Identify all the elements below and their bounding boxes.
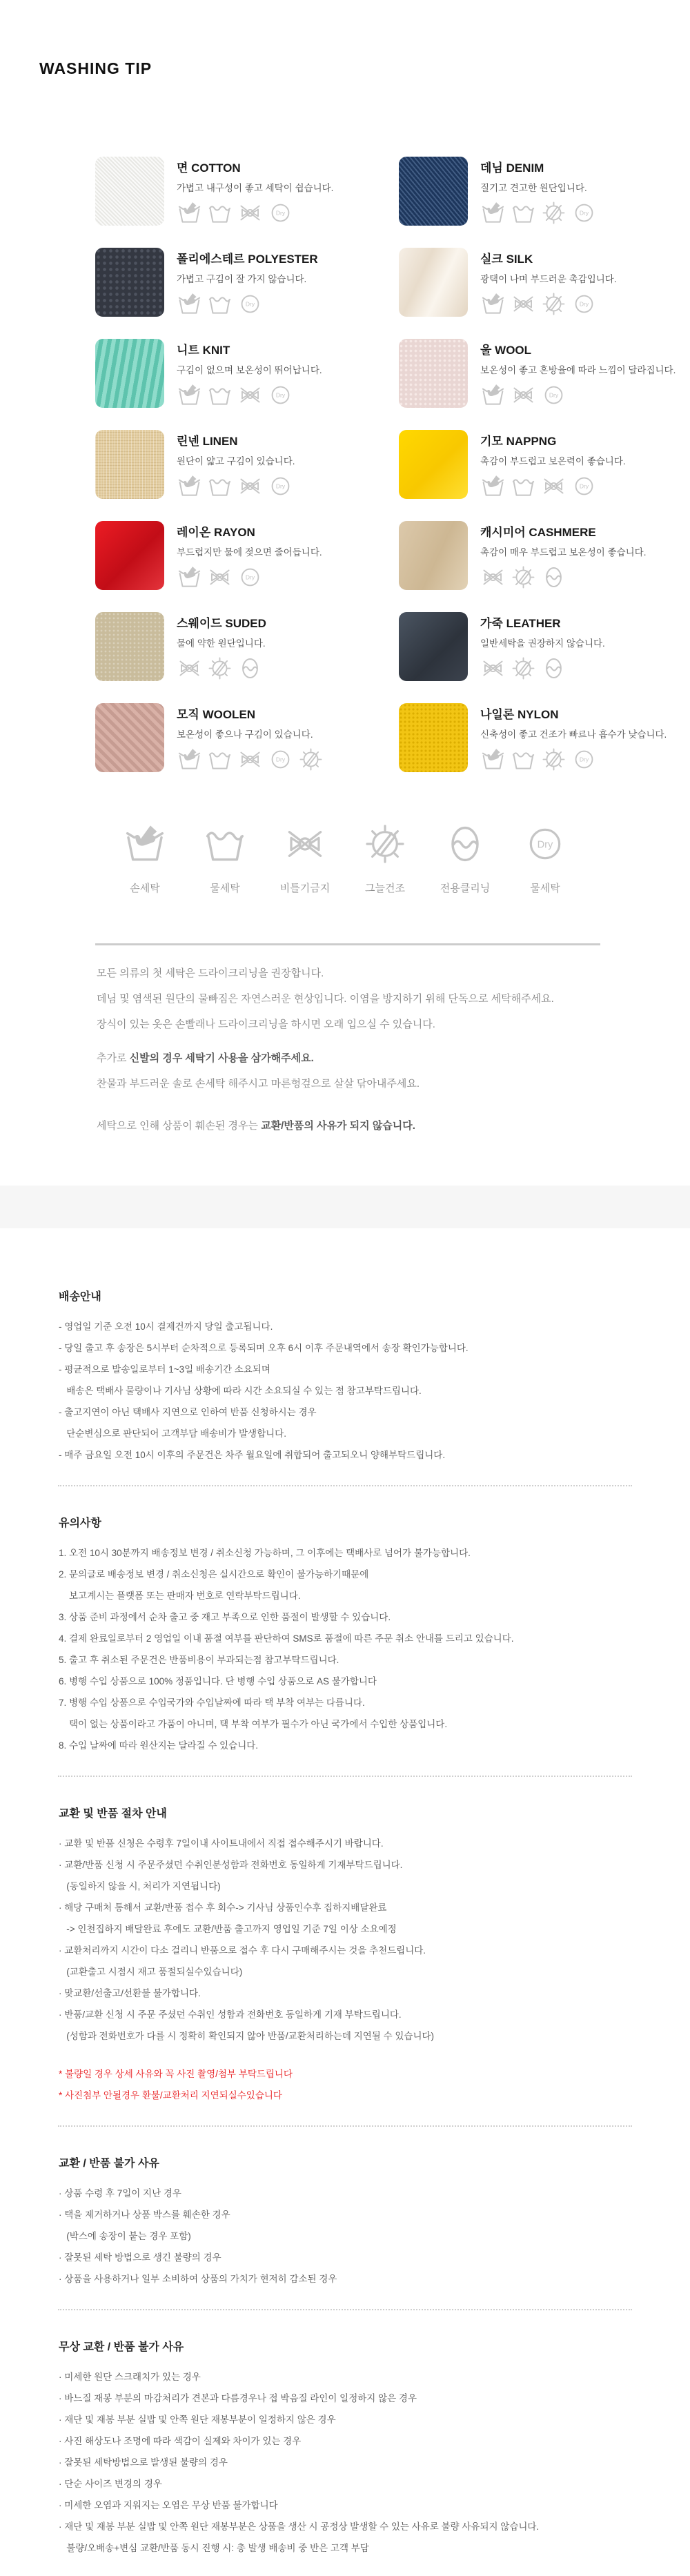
tip-text: 세탁으로 인해 상품이 훼손된 경우는 <box>97 1120 262 1132</box>
fabric-card <box>95 521 399 590</box>
hand-wash-icon <box>480 200 506 226</box>
no-wring-icon <box>237 473 263 499</box>
legend-item <box>522 822 569 895</box>
list-item: (박스에 송장이 붙는 경우 포함) <box>59 2231 191 2241</box>
fabric-name: 울 WOOL <box>480 344 532 357</box>
fabric-name: 기모 NAPPNG <box>480 435 557 448</box>
fabric-info <box>177 703 324 772</box>
fabric-info <box>480 521 646 590</box>
no-wring-icon <box>237 200 263 226</box>
care-icon-row <box>177 382 322 408</box>
fabric-info <box>480 157 597 226</box>
fabric-name: 린넨 LINEN <box>177 435 238 448</box>
list-item: (성함과 전화번호가 다를 시 정확히 확인되지 않아 반품/교환처리하는데 지연될 수 있습니다) <box>59 2031 435 2041</box>
legend-item <box>121 822 168 895</box>
fabric-description: 일반세탁을 권장하지 않습니다. <box>480 638 605 649</box>
fabric-description: 보온성이 좋으나 구김이 있습니다. <box>177 729 313 740</box>
hand-wash-icon <box>480 473 506 499</box>
fabric-description: 구김이 없으며 보온성이 뛰어납니다. <box>177 365 322 375</box>
list-item: · 맞교환/선출고/선환불 불가합니다. <box>59 1988 201 1998</box>
list-item: 6. 병행 수입 상품으로 100% 정품입니다. 단 병행 수입 상품으로 AS 불가합니다 <box>59 1676 377 1687</box>
fabric-info <box>177 612 266 681</box>
tip-line: 찬물과 부드러운 솔로 손세탁 해주시고 마른헝겊으로 살살 닦아내주세요. <box>97 1078 420 1090</box>
legend-icon <box>443 822 487 869</box>
list-item: · 재단 및 재봉 부분 실밥 및 안쪽 원단 재봉부분이 일정하지 않은 경우 <box>59 2415 336 2425</box>
warning-item: * 사진첨부 안될경우 환불/교환처리 지연되실수있습니다 <box>59 2090 282 2101</box>
shade-dry-icon <box>207 656 233 681</box>
machine-wash-icon <box>203 822 247 866</box>
hand-wash-icon <box>480 291 506 317</box>
fabric-name: 면 COTTON <box>177 161 241 175</box>
fabric-description: 가볍고 내구성이 좋고 세탁이 쉽습니다. <box>177 183 334 193</box>
fabric-card <box>399 521 690 590</box>
dry-icon <box>268 747 293 772</box>
care-icon-row <box>177 291 318 317</box>
fabric-card <box>399 339 690 408</box>
fabric-card <box>95 612 399 681</box>
section-list <box>59 1316 690 1466</box>
machine-wash-icon <box>511 747 536 772</box>
fabric-info <box>480 248 617 317</box>
dry-icon <box>571 291 597 317</box>
machine-wash-icon <box>207 200 233 226</box>
warning-item: * 불량일 경우 상세 사유와 꼭 사진 촬영/첨부 부탁드립니다 <box>59 2069 293 2079</box>
care-symbol-legend <box>0 822 690 895</box>
tip-text-bold: 교환/반품의 사유가 되지 않습니다. <box>261 1120 415 1132</box>
section-title: 교환 및 반품 절차 안내 <box>59 1808 167 1820</box>
fabric-description: 가볍고 구김이 잘 가지 않습니다. <box>177 274 307 284</box>
list-item: · 바느질 재봉 부분의 마감처리가 견본과 다름경우나 접 박음질 라인이 일정하지 않은 경우 <box>59 2393 417 2403</box>
legend-item <box>362 822 408 895</box>
care-icon-row <box>480 291 617 317</box>
tip-line: 모든 의류의 첫 세탁은 드라이크리닝을 권장합니다. <box>97 967 324 979</box>
tip-line: 장식이 있는 옷은 손빨래나 드라이크리닝을 하시면 오래 입으실 수 있습니다. <box>97 1019 435 1030</box>
shade-dry-icon <box>298 747 324 772</box>
fabric-name: 모직 WOOLEN <box>177 708 256 721</box>
list-item: · 미세한 오염과 지워지는 오염은 무상 반품 불가합니다 <box>59 2500 278 2510</box>
list-item: - 당일 출고 후 송장은 5시부터 순차적으로 등록되며 오후 6시 이후 주문내역에서 송장 확인가능합니다. <box>59 1343 469 1353</box>
fabric-info <box>480 430 626 499</box>
fabric-info <box>177 521 322 590</box>
care-icon-row <box>177 473 295 499</box>
legend-label: 전용클리닝 <box>440 883 491 894</box>
list-item: · 상품 수령 후 7일이 지난 경우 <box>59 2188 181 2199</box>
machine-wash-icon <box>207 747 233 772</box>
fabric-swatch-image <box>95 612 164 681</box>
care-icon-row <box>480 564 646 590</box>
dry-icon <box>523 822 567 866</box>
legend-item <box>442 822 489 895</box>
legend-label: 손세탁 <box>130 883 160 894</box>
section-exchange-process <box>59 1805 690 2106</box>
section-list <box>59 1833 690 2047</box>
section-shipping <box>59 1288 690 1466</box>
no-wring-icon <box>177 656 202 681</box>
list-item: · 택을 제거하거나 상품 박스를 훼손한 경우 <box>59 2210 230 2220</box>
fabric-swatch-image <box>399 703 468 772</box>
dotted-divider <box>58 2125 632 2127</box>
list-item: - 평균적으로 발송일로부터 1~3일 배송기간 소요되며 <box>59 1364 270 1375</box>
fabric-card <box>399 248 690 317</box>
fabric-description: 촉감이 매우 부드럽고 보온성이 좋습니다. <box>480 547 647 558</box>
list-item: (동일하지 않을 시, 처리가 지연됩니다) <box>59 1881 221 1891</box>
fabric-name: 가죽 LEATHER <box>480 617 561 630</box>
section-list <box>59 1542 690 1756</box>
tip-text-bold: 신발의 경우 세탁기 사용을 삼가해주세요. <box>129 1052 314 1064</box>
shade-dry-icon <box>511 656 536 681</box>
shade-dry-icon <box>541 747 566 772</box>
fabric-card <box>95 703 399 772</box>
list-item: 보고계시는 플랫폼 또는 판매자 번호로 연락부탁드립니다. <box>59 1591 301 1601</box>
list-item: 7. 병행 수입 상품으로 수입국가와 수입날짜에 따라 택 부착 여부는 다릅니다. <box>59 1698 365 1708</box>
fabric-description: 원단이 얇고 구김이 있습니다. <box>177 456 295 466</box>
hand-wash-icon <box>177 473 202 499</box>
special-cleaning-icon <box>541 656 566 681</box>
list-item: 8. 수입 날짜에 따라 원산지는 달라질 수 있습니다. <box>59 1740 259 1751</box>
section-divider-line <box>95 943 600 945</box>
fabric-name: 캐시미어 CASHMERE <box>480 526 596 539</box>
fabric-card <box>399 612 690 681</box>
legend-label: 비틀기금지 <box>279 883 331 894</box>
legend-item <box>279 822 331 895</box>
care-icon-row <box>177 200 333 226</box>
list-item: 불량/오배송+변심 교환/반품 동시 진행 시: 총 발생 배송비 중 반은 고객 부담 <box>59 2543 369 2553</box>
care-icon-row <box>480 200 597 226</box>
list-item: · 교환 및 반품 신청은 수령후 7일이내 사이트내에서 직접 접수해주시기 바랍니다. <box>59 1838 384 1849</box>
fabric-description: 보온성이 좋고 혼방율에 따라 느낌이 달라집니다. <box>480 365 676 375</box>
list-item: - 매주 금요일 오전 10시 이후의 주문건은 차주 월요일에 취합되어 출고되오니 양해부탁드립니다. <box>59 1450 446 1460</box>
dry-icon <box>237 564 263 590</box>
special-cleaning-icon <box>541 564 566 590</box>
fabric-card <box>95 248 399 317</box>
page-title: WASHING TIP <box>39 59 152 77</box>
section-title: 배송안내 <box>59 1291 101 1303</box>
list-item: 4. 결제 완료일로부터 2 영업일 이내 품절 여부를 판단하여 SMS로 품절에 따른 주문 취소 안내를 드리고 있습니다. <box>59 1633 514 1644</box>
fabric-name: 레이온 RAYON <box>177 526 255 539</box>
no-wring-icon <box>480 656 506 681</box>
fabric-description: 질기고 견고한 원단입니다. <box>480 183 587 193</box>
list-item: 택이 없는 상품이라고 가품이 아니며, 택 부착 여부가 필수가 아닌 국가에서 수입한 상품입니다. <box>59 1719 448 1729</box>
fabric-description: 물에 약한 원단입니다. <box>177 638 266 649</box>
dry-icon <box>268 473 293 499</box>
fabric-name: 스웨이드 SUDED <box>177 617 266 630</box>
legend-icon <box>123 822 167 869</box>
list-item: 1. 오전 10시 30분까지 배송정보 변경 / 취소신청 가능하며, 그 이후에는 택배사로 넘어가 불가능합니다. <box>59 1548 471 1558</box>
hand-wash-icon <box>177 564 202 590</box>
care-icon-row <box>480 656 605 681</box>
fabric-swatch-image <box>95 157 164 226</box>
tip-line: 데님 및 염색된 원단의 물빠짐은 자연스러운 현상입니다. 이염을 방지하기 위해 단독으로 세탁해주세요. <box>97 993 554 1005</box>
care-icon-row <box>177 747 324 772</box>
machine-wash-icon <box>207 291 233 317</box>
care-icon-row <box>480 473 626 499</box>
dry-icon <box>571 473 597 499</box>
fabric-name: 실크 SILK <box>480 253 533 266</box>
dry-icon <box>237 291 263 317</box>
care-tips-text <box>97 961 690 1139</box>
hand-wash-icon <box>177 291 202 317</box>
dry-icon <box>571 200 597 226</box>
fabric-name: 폴리에스테르 POLYESTER <box>177 253 318 266</box>
fabric-card <box>95 339 399 408</box>
section-title: 유의사항 <box>59 1517 101 1529</box>
no-wring-icon <box>480 564 506 590</box>
hand-wash-icon <box>480 382 506 408</box>
dry-icon <box>268 200 293 226</box>
fabric-swatch-image <box>95 703 164 772</box>
fabric-description: 부드럽지만 물에 젖으면 줄어듭니다. <box>177 547 322 558</box>
list-item: · 잘못된 세탁방법으로 발생된 불량의 경우 <box>59 2457 228 2468</box>
fabric-card <box>95 157 399 226</box>
machine-wash-icon <box>207 473 233 499</box>
shade-dry-icon <box>541 291 566 317</box>
legend-icon <box>283 822 327 869</box>
no-wring-icon <box>283 822 327 866</box>
shade-dry-icon <box>511 564 536 590</box>
hand-wash-icon <box>177 747 202 772</box>
special-cleaning-icon <box>443 822 487 866</box>
section-title: 교환 / 반품 불가 사유 <box>59 2158 159 2170</box>
fabric-swatch-image <box>95 430 164 499</box>
no-wring-icon <box>511 382 536 408</box>
list-item: · 단순 사이즈 변경의 경우 <box>59 2479 162 2489</box>
fabric-name: 니트 KNIT <box>177 344 230 357</box>
fabric-description: 신축성이 좋고 건조가 빠르나 흡수가 낮습니다. <box>480 729 667 740</box>
list-item: - 영업일 기준 오전 10시 결제건까지 당일 출고됩니다. <box>59 1321 273 1332</box>
list-item: · 잘못된 세탁 방법으로 생긴 불량의 경우 <box>59 2252 221 2263</box>
fabric-info <box>480 339 676 408</box>
list-item: 5. 출고 후 취소된 주문건은 반품비용이 부과되는점 참고부탁드립니다. <box>59 1655 339 1665</box>
fabric-name: 데님 DENIM <box>480 161 544 175</box>
list-item: · 사진 해상도나 조명에 따라 색감이 실제와 차이가 있는 경우 <box>59 2436 302 2446</box>
legend-label: 그늘건조 <box>365 883 405 894</box>
fabric-info <box>177 339 322 408</box>
care-icon-row <box>177 656 266 681</box>
care-icon-row <box>480 382 676 408</box>
fabric-info <box>177 430 295 499</box>
list-item: · 교환/반품 신청 시 주문주셨던 수취인분성함과 전화번호 동일하게 기재부탁드립니다. <box>59 1860 403 1870</box>
list-item: · 교환처리까지 시간이 다소 걸리니 반품으로 접수 후 다시 구매해주시는 것을 추천드립니다. <box>59 1945 426 1956</box>
fabric-swatch-image <box>399 157 468 226</box>
fabric-info <box>177 248 318 317</box>
list-item: · 재단 및 재봉 부분 실밥 및 안쪽 원단 재봉부분은 상품을 생산 시 공정상 발생할 수 있는 사유로 불량 사유되지 않습니다. <box>59 2521 540 2532</box>
policy-sections <box>0 1228 690 2559</box>
fabric-info <box>480 703 667 772</box>
care-icon-row <box>480 747 667 772</box>
no-wring-icon <box>207 564 233 590</box>
list-item: · 반품/교환 신청 시 주문 주셨던 수취인 성함과 전화번호 동일하게 기재 부탁드립니다. <box>59 2009 402 2020</box>
tip-line-shoes <box>97 1045 690 1071</box>
section-notice <box>59 1514 690 1756</box>
hand-wash-icon <box>177 382 202 408</box>
list-item: (교환출고 시점시 재고 품절되실수있습니다) <box>59 1967 243 1977</box>
fabric-name: 나일론 NYLON <box>480 708 559 721</box>
fabric-card <box>95 430 399 499</box>
fabric-card <box>399 703 690 772</box>
section-list <box>59 2183 690 2290</box>
care-icon-row <box>177 564 322 590</box>
section-title: 무상 교환 / 반품 불가 사유 <box>59 2341 184 2353</box>
fabric-swatch-image <box>399 430 468 499</box>
machine-wash-icon <box>511 473 536 499</box>
list-item: 3. 상품 준비 과정에서 순차 출고 중 재고 부족으로 인한 품절이 발생할 수 있습니다. <box>59 1612 391 1622</box>
special-cleaning-icon <box>237 656 263 681</box>
list-item: · 해당 구매처 통해서 교환/반품 접수 후 회수-> 기사님 상품인수후 집하지배달완료 <box>59 1902 387 1913</box>
dotted-divider <box>58 2309 632 2310</box>
no-wring-icon <box>237 747 263 772</box>
machine-wash-icon <box>207 382 233 408</box>
dry-icon <box>541 382 566 408</box>
machine-wash-icon <box>511 200 536 226</box>
fabric-swatch-image <box>399 339 468 408</box>
shade-dry-icon <box>541 200 566 226</box>
dotted-divider <box>58 1776 632 1777</box>
no-wring-icon <box>237 382 263 408</box>
fabric-swatch-image <box>399 612 468 681</box>
list-item: · 상품을 사용하거나 일부 소비하여 상품의 가치가 현저히 감소된 경우 <box>59 2274 337 2284</box>
list-item: - 출고지연이 아닌 택배사 지연으로 인하여 반품 신청하시는 경우 <box>59 1407 317 1417</box>
fabric-swatch-image <box>399 248 468 317</box>
legend-icon <box>363 822 407 869</box>
warning-list <box>59 2063 690 2106</box>
shade-dry-icon <box>363 822 407 866</box>
fabric-card <box>399 430 690 499</box>
list-item: 2. 문의글로 배송정보 변경 / 취소신청은 실시간으로 확인이 불가능하기때문에 <box>59 1569 369 1580</box>
section-no-free-exchange <box>59 2338 690 2559</box>
fabric-info <box>177 157 333 226</box>
fabric-description: 광택이 나며 부드러운 촉감입니다. <box>480 274 617 284</box>
fabric-swatch-image <box>95 248 164 317</box>
fabric-swatch-image <box>95 521 164 590</box>
dotted-divider <box>58 1485 632 1486</box>
no-wring-icon <box>511 291 536 317</box>
list-item: · 미세한 원단 스크래치가 있는 경우 <box>59 2372 201 2382</box>
legend-label: 물세탁 <box>210 883 240 894</box>
tip-text: 추가로 <box>97 1052 130 1064</box>
dry-icon <box>571 747 597 772</box>
tip-line-warning <box>97 1113 690 1139</box>
section-list <box>59 2366 690 2559</box>
fabric-info <box>480 612 605 681</box>
legend-label: 물세탁 <box>530 883 560 894</box>
section-no-exchange <box>59 2154 690 2290</box>
fabric-swatch-image <box>95 339 164 408</box>
fabric-grid <box>95 157 690 772</box>
dry-icon <box>268 382 293 408</box>
fabric-card <box>399 157 690 226</box>
list-item: -> 인천집하지 배달완료 후에도 교환/반품 출고까지 영업일 기준 7일 이상 소요예정 <box>59 1924 397 1934</box>
section-divider-band <box>0 1186 690 1228</box>
list-item: 단순변심으로 판단되어 고객부담 배송비가 발생합니다. <box>59 1428 286 1439</box>
list-item: 배송은 택배사 물량이나 기사님 상황에 따라 시간 소요되실 수 있는 점 참고부탁드립니다. <box>59 1386 422 1396</box>
fabric-description: 촉감이 부드럽고 보온력이 좋습니다. <box>480 456 626 466</box>
hand-wash-icon <box>177 200 202 226</box>
legend-icon <box>203 822 247 869</box>
hand-wash-icon <box>123 822 167 866</box>
legend-item <box>201 822 248 895</box>
fabric-swatch-image <box>399 521 468 590</box>
legend-icon <box>523 822 567 869</box>
hand-wash-icon <box>480 747 506 772</box>
no-wring-icon <box>541 473 566 499</box>
